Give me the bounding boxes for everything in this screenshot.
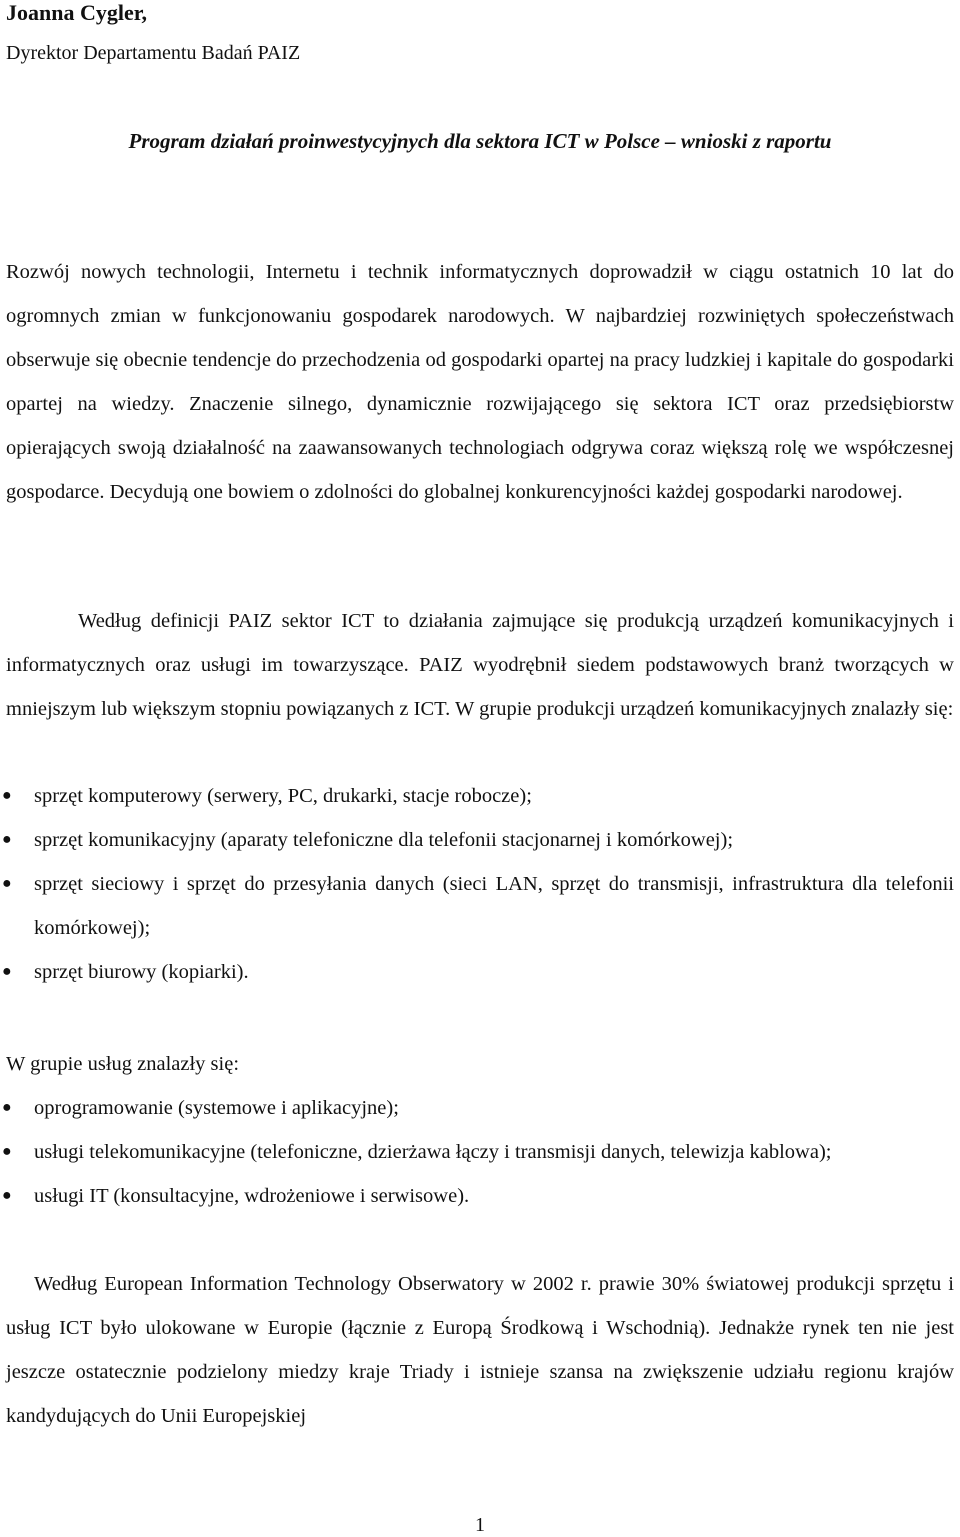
list-item <box>0 1130 960 1174</box>
bullet-icon: ● <box>2 787 12 804</box>
devices-list <box>0 774 960 994</box>
bullet-icon: ● <box>2 963 12 980</box>
list-item-text: usługi IT (konsultacyjne, wdrożeniowe i serwisowe). <box>34 1185 470 1207</box>
bullet-icon: ● <box>2 1143 12 1160</box>
list-item-text: sprzęt komputerowy (serwery, PC, drukarki, stacje robocze); <box>34 785 532 807</box>
list-item <box>0 1086 960 1130</box>
list-item-text: sprzęt sieciowy i sprzęt do przesyłania danych (sieci LAN, sprzęt do transmisji, infrastruktura dla telefonii komórkowej); <box>34 873 954 939</box>
bullet-icon: ● <box>2 1099 12 1116</box>
author-name: Joanna Cygler, <box>6 0 147 25</box>
bullet-icon: ● <box>2 831 12 848</box>
document-title: Program działań proinwestycyjnych dla sektora ICT w Polsce – wnioski z raportu <box>128 129 832 153</box>
list-item <box>0 774 960 818</box>
author-role: Dyrektor Departamentu Badań PAIZ <box>6 42 301 64</box>
list-item-text: sprzęt biurowy (kopiarki). <box>34 961 249 983</box>
bullet-icon: ● <box>2 875 12 892</box>
list-item <box>0 862 960 950</box>
services-lead: W grupie usług znalazły się: <box>6 1053 240 1075</box>
paragraph-introduction: Rozwój nowych technologii, Internetu i technik informatycznych doprowadził w ciągu ostatnich 10 lat do ogromnych zmian w funkcjonowaniu gospodarek narodowych. W najbardziej rozwiniętych społeczeństwach obserwuje się obecnie tendencje do przechodzenia od gospodarki opartej na pracy ludzkiej i kapitale do gospodarki opartej na wiedzy. Znaczenie silnego, dynamicznie rozwijającego się sektora ICT oraz przedsiębiorstw opierających swoją działalność na zaawansowanych technologiach odgrywa coraz większą rolę we współczesnej gospodarce. Decydują one bowiem o zdolności do globalnej konkurencyjności każdej gospodarki narodowej. <box>6 261 954 503</box>
list-item <box>0 818 960 862</box>
services-list <box>0 1086 960 1218</box>
list-item-text: oprogramowanie (systemowe i aplikacyjne); <box>34 1097 399 1119</box>
paragraph-definition: Według definicji PAIZ sektor ICT to działania zajmujące się produkcją urządzeń komunikacyjnych i informatycznych oraz usługi im towarzyszące. PAIZ wyodrębnił siedem podstawowych branż tworzących w mniejszym lub większym stopniu powiązanych z ICT. W grupie produkcji urządzeń komunikacyjnych znalazły się: <box>6 610 954 720</box>
list-item <box>0 1174 960 1218</box>
bullet-icon: ● <box>2 1187 12 1204</box>
list-item-text: usługi telekomunikacyjne (telefoniczne, dzierżawa łączy i transmisji danych, telewizja kablowa); <box>34 1141 832 1163</box>
paragraph-europe-share: Według European Information Technology Obserwatory w 2002 r. prawie 30% światowej produkcji sprzętu i usług ICT było ulokowane w Europie (łącznie z Europą Środkową i Wschodnią). Jednakże rynek ten nie jest jeszcze ostatecznie podzielony miedzy kraje Triady i istnieje szansa na zwiększenie udziału regionu krajów kandydujących do Unii Europejskiej <box>6 1273 954 1427</box>
list-item-text: sprzęt komunikacyjny (aparaty telefoniczne dla telefonii stacjonarnej i komórkowej); <box>34 829 734 851</box>
list-item <box>0 950 960 994</box>
page-number: 1 <box>475 1514 485 1536</box>
